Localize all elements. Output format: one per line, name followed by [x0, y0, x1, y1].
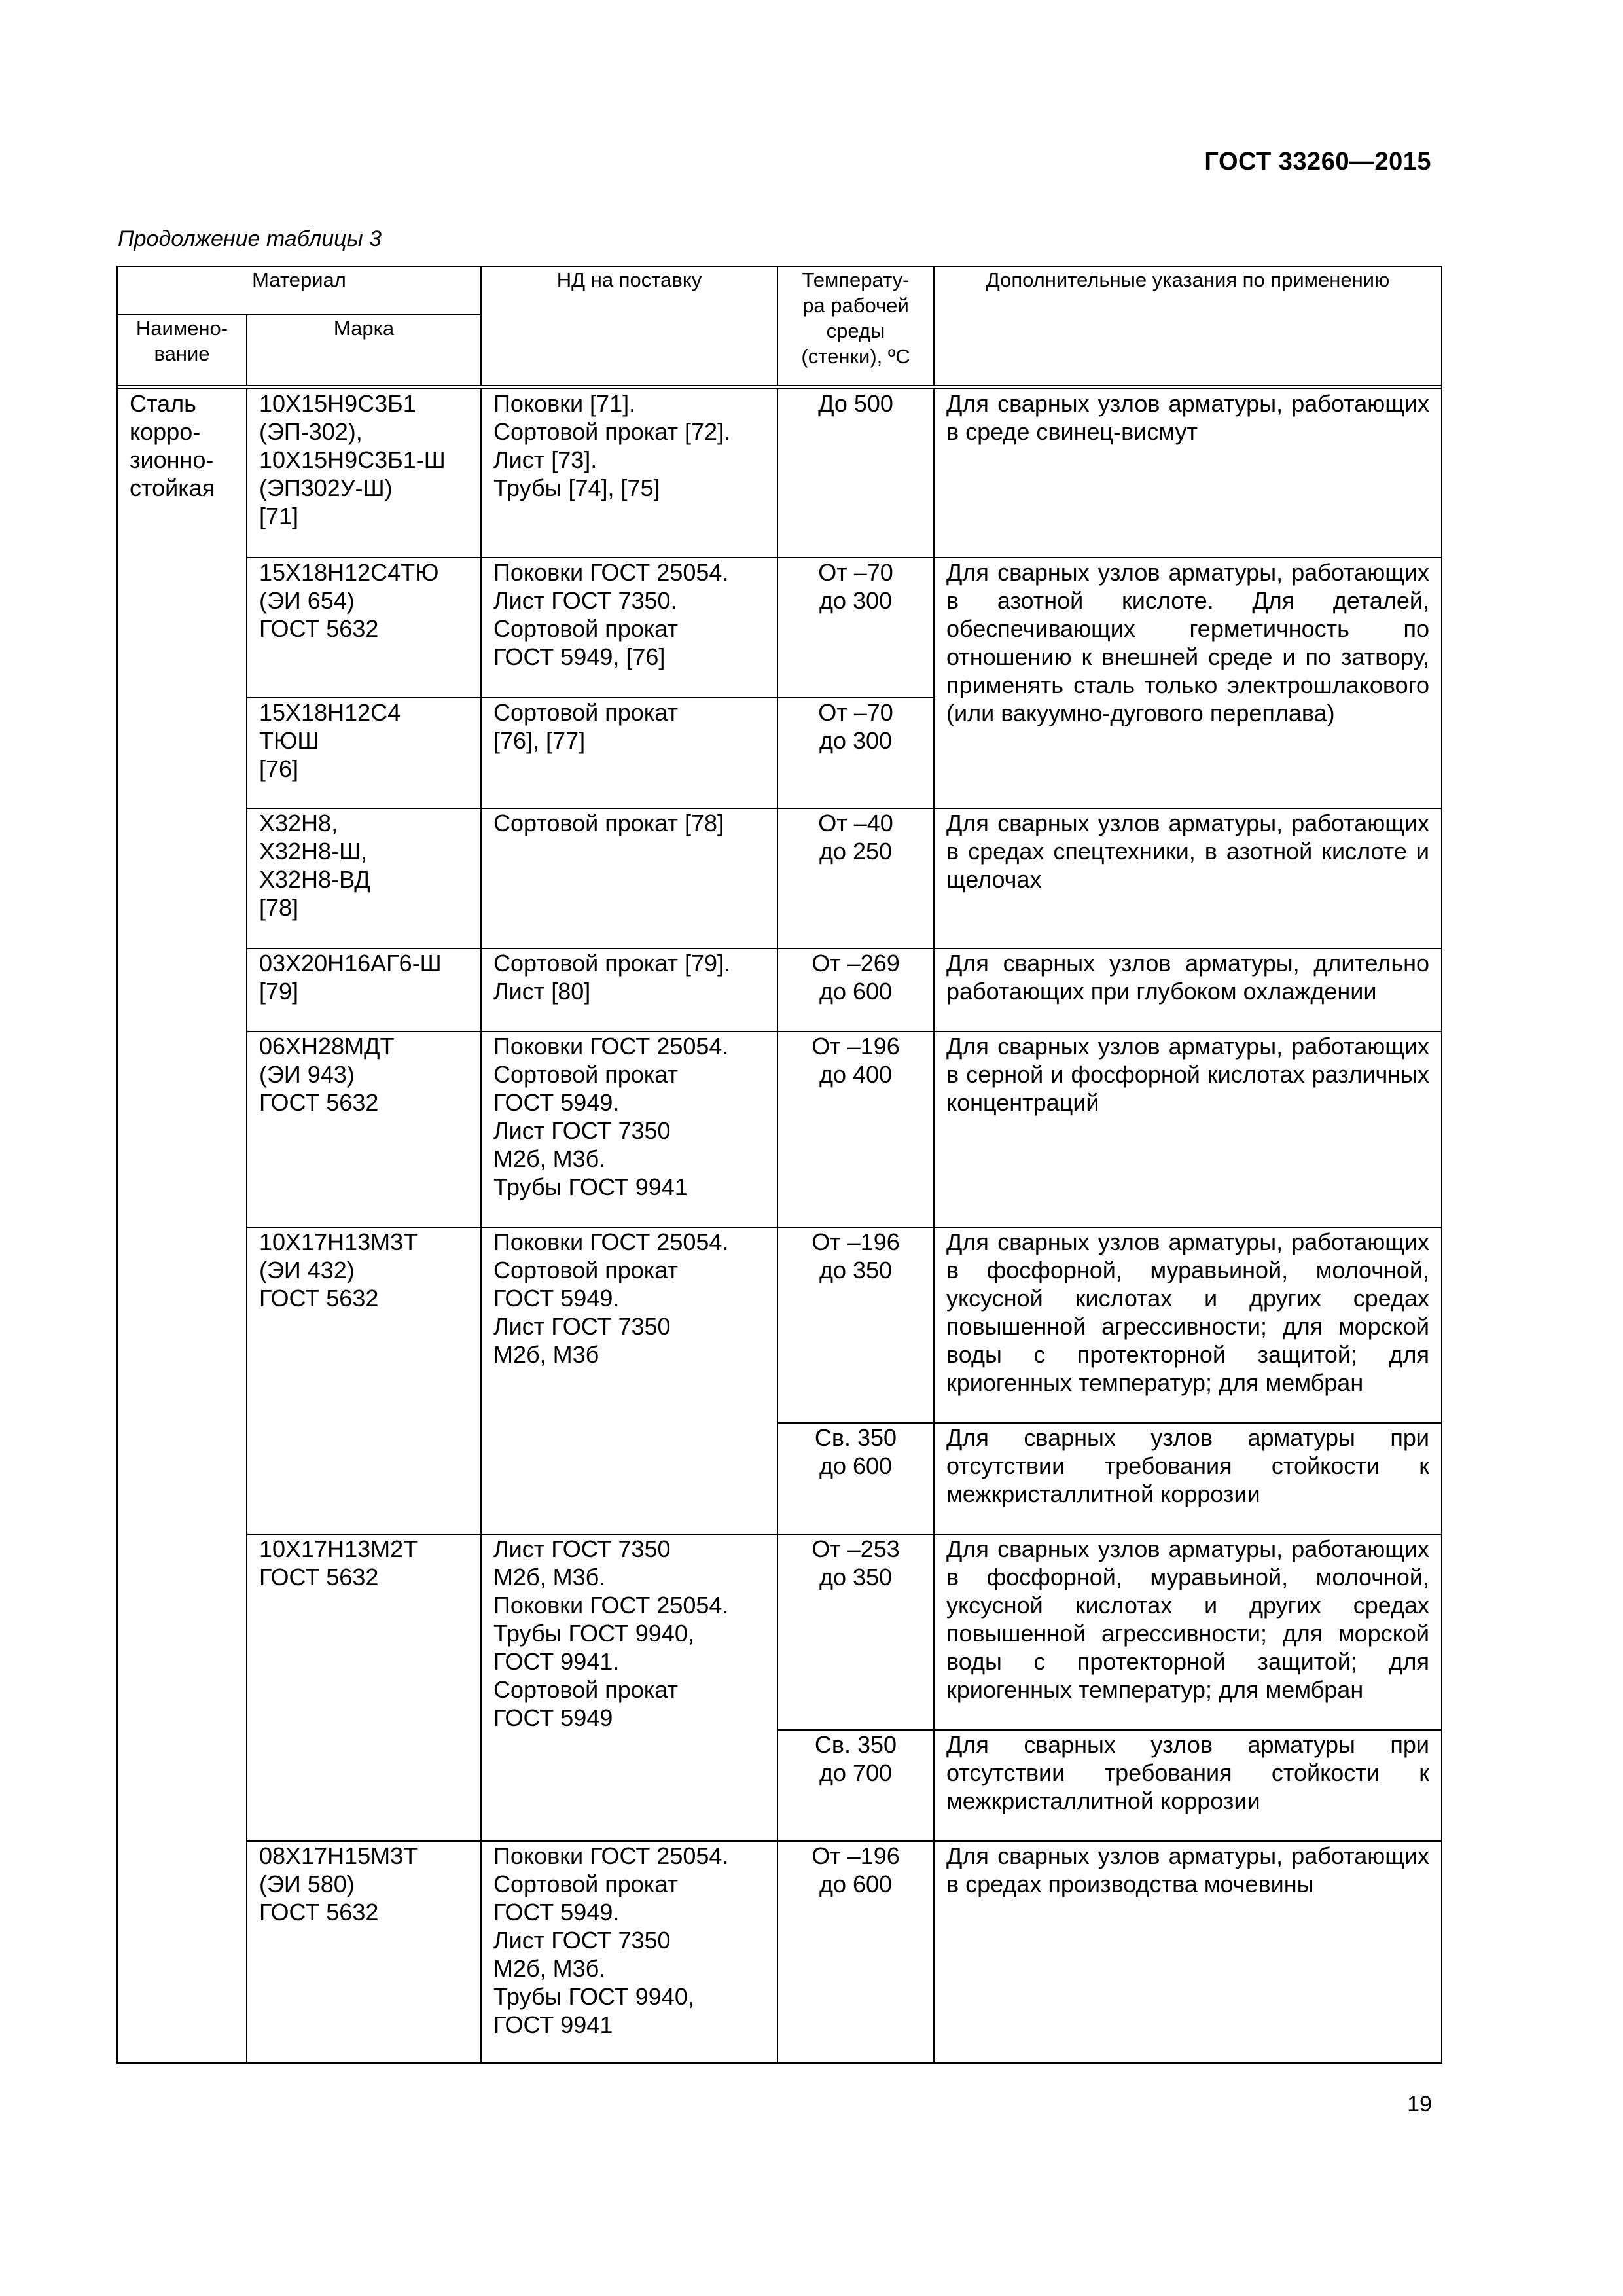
temp-cell: До 500	[777, 389, 934, 558]
grade-cell: 10Х17Н13М3Т (ЭИ 432) ГОСТ 5632	[247, 1227, 481, 1534]
nd-cell: Сортовой прокат [78]	[481, 808, 777, 948]
grade-cell: 10Х15Н9С3Б1 (ЭП-302), 10Х15Н9С3Б1-Ш (ЭП302У-Ш) [71]	[247, 389, 481, 558]
temp-cell: Св. 350 до 700	[777, 1730, 934, 1841]
table-row	[117, 948, 1442, 1031]
temp-cell: От –196 до 600	[777, 1841, 934, 2063]
temp-cell: От –70 до 300	[777, 698, 934, 808]
table-row	[117, 808, 1442, 948]
grade-cell: 08Х17Н15М3Т (ЭИ 580) ГОСТ 5632	[247, 1841, 481, 2063]
grade-cell: 06ХН28МДТ (ЭИ 943) ГОСТ 5632	[247, 1031, 481, 1227]
table-row	[117, 1534, 1442, 1730]
table-row	[117, 389, 1442, 558]
temp-cell: От –196 до 350	[777, 1227, 934, 1423]
header-nd: НД на поставку	[481, 266, 777, 386]
notes-cell: Для сварных узлов арматуры, работающих в средах спецтехники, в азотной кислоте и щелочах	[934, 808, 1442, 948]
document-code: ГОСТ 33260—2015	[1204, 148, 1431, 175]
material-name-cell: Сталь корро- зионно- стойкая	[117, 389, 247, 2063]
nd-cell: Поковки ГОСТ 25054. Сортовой прокат ГОСТ 5949. Лист ГОСТ 7350 М2б, М3б. Трубы ГОСТ 9941	[481, 1031, 777, 1227]
table-row	[117, 1227, 1442, 1423]
nd-cell: Лист ГОСТ 7350 М2б, М3б. Поковки ГОСТ 25054. Трубы ГОСТ 9940, ГОСТ 9941. Сортовой прокат ГОСТ 5949	[481, 1534, 777, 1841]
grade-cell: 15Х18Н12С4 ТЮШ [76]	[247, 698, 481, 808]
notes-cell: Для сварных узлов арматуры, работающих в азотной кислоте. Для деталей, обеспечивающих герметичность по отношению к внешней среде и по затвору, применять сталь только электрошлакового (или вакуумно-дугового переплава)	[934, 558, 1442, 808]
grade-cell: 15Х18Н12С4ТЮ (ЭИ 654) ГОСТ 5632	[247, 558, 481, 698]
nd-cell: Сортовой прокат [76], [77]	[481, 698, 777, 808]
table-caption: Продолжение таблицы 3	[118, 226, 382, 251]
temp-cell: От –253 до 350	[777, 1534, 934, 1730]
grade-cell: 03Х20Н16АГ6-Ш [79]	[247, 948, 481, 1031]
grade-cell: Х32Н8, Х32Н8-Ш, Х32Н8-ВД [78]	[247, 808, 481, 948]
header-name: Наимено- вание	[117, 315, 247, 386]
temp-cell: От –70 до 300	[777, 558, 934, 698]
temp-cell: От –269 до 600	[777, 948, 934, 1031]
notes-cell: Для сварных узлов арматуры, работающих в среде свинец-висмут	[934, 389, 1442, 558]
table-row	[117, 1841, 1442, 2063]
nd-cell: Поковки ГОСТ 25054. Лист ГОСТ 7350. Сортовой прокат ГОСТ 5949, [76]	[481, 558, 777, 698]
nd-cell: Поковки ГОСТ 25054. Сортовой прокат ГОСТ 5949. Лист ГОСТ 7350 М2б, М3б. Трубы ГОСТ 9940, ГОСТ 9941	[481, 1841, 777, 2063]
notes-cell: Для сварных узлов арматуры, длительно работающих при глубоком охлаждении	[934, 948, 1442, 1031]
notes-cell: Для сварных узлов арматуры, работающих в средах производства мочевины	[934, 1841, 1442, 2063]
temp-cell: Св. 350 до 600	[777, 1423, 934, 1534]
table-header-row	[117, 266, 1442, 315]
header-temperature: Температу- ра рабочей среды (стенки), ºС	[777, 266, 934, 386]
notes-cell: Для сварных узлов арматуры при отсутствии требования стойкости к межкристаллитной коррозии	[934, 1730, 1442, 1841]
table-row	[117, 1031, 1442, 1227]
header-notes: Дополнительные указания по применению	[934, 266, 1442, 386]
nd-cell: Поковки ГОСТ 25054. Сортовой прокат ГОСТ 5949. Лист ГОСТ 7350 М2б, М3б	[481, 1227, 777, 1534]
temp-cell: От –40 до 250	[777, 808, 934, 948]
nd-cell: Сортовой прокат [79]. Лист [80]	[481, 948, 777, 1031]
notes-cell: Для сварных узлов арматуры, работающих в фосфорной, муравьиной, молочной, уксусной кислотах и других средах повышенной агрессивности; для морской воды с протекторной защитой; для криогенных температур; для мембран	[934, 1227, 1442, 1423]
notes-cell: Для сварных узлов арматуры, работающих в фосфорной, муравьиной, молочной, уксусной кислотах и других средах повышенной агрессивности; для морской воды с протекторной защитой; для криогенных температур; для мембран	[934, 1534, 1442, 1730]
header-material: Материал	[117, 266, 481, 315]
notes-cell: Для сварных узлов арматуры при отсутствии требования стойкости к межкристаллитной коррозии	[934, 1423, 1442, 1534]
materials-table	[116, 266, 1442, 2064]
page-number: 19	[1407, 2092, 1432, 2117]
table-row	[117, 558, 1442, 698]
grade-cell: 10Х17Н13М2Т ГОСТ 5632	[247, 1534, 481, 1841]
header-grade: Марка	[247, 315, 481, 386]
temp-cell: От –196 до 400	[777, 1031, 934, 1227]
notes-cell: Для сварных узлов арматуры, работающих в серной и фосфорной кислотах различных концентраций	[934, 1031, 1442, 1227]
nd-cell: Поковки [71]. Сортовой прокат [72]. Лист [73]. Трубы [74], [75]	[481, 389, 777, 558]
